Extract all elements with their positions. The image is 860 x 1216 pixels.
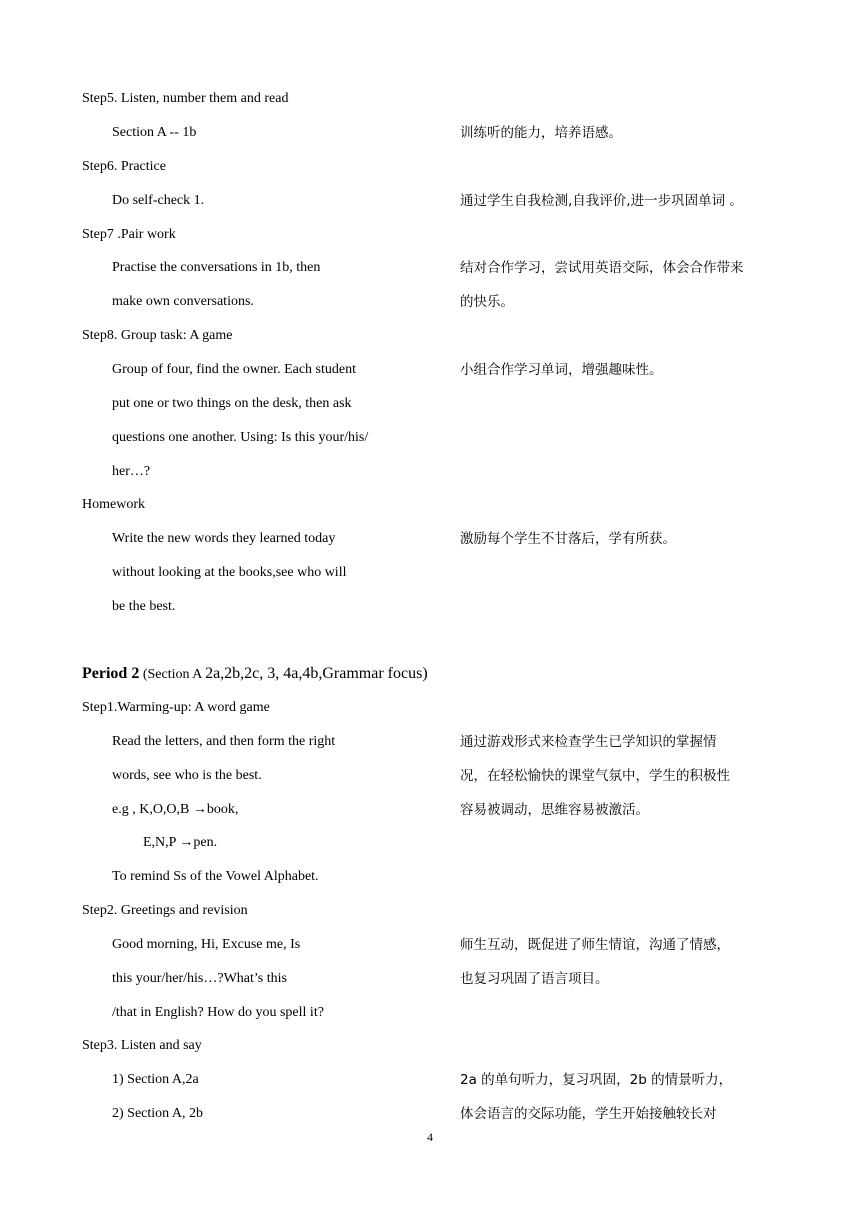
step-detail-line: her…? [112,464,151,479]
step-heading: Step8. Group task: A game [82,328,233,343]
period-section-prefix: (Section A [139,667,206,682]
design-intent-line: 师生互动，既促进了师生情谊，沟通了情感， [460,937,730,953]
step-heading: Step2. Greetings and revision [82,903,248,918]
step-detail-line: be the best. [112,599,176,614]
step-detail-line: this your/her/his…?What’s this [112,971,287,986]
step-detail-line: E,N,P →pen. [143,835,218,850]
step-detail-line: Write the new words they learned today [112,531,336,546]
step-detail-line: questions one another. Using: Is this your/his/ [112,430,369,445]
design-intent-line: 通过游戏形式来检查学生已学知识的掌握情 [460,734,717,750]
step-heading: Step7 .Pair work [82,227,176,242]
step-detail-line: 2) Section A, 2b [112,1106,203,1121]
period-heading [82,664,428,685]
step-detail-line: e.g , K,O,O,B →book, [112,802,239,817]
design-intent-line: 通过学生自我检测,自我评价,进一步巩固单词 。 [460,193,743,209]
design-intent-line: 的快乐。 [460,294,514,310]
design-intent-line: 小组合作学习单词，增强趣味性。 [460,362,663,378]
design-intent-line: 2a 的单句听力，复习巩固，2b 的情景听力， [460,1072,733,1088]
design-intent-line: 训练听的能力，培养语感。 [460,125,622,141]
design-intent-line: 激励每个学生不甘落后，学有所获。 [460,531,676,547]
step-heading: Step6. Practice [82,159,166,174]
step-detail-line: without looking at the books,see who will [112,565,347,580]
step-heading: Step3. Listen and say [82,1038,202,1053]
step-heading: Step5. Listen, number them and read [82,91,289,106]
step-detail-line: Group of four, find the owner. Each student [112,362,356,377]
step-heading: Homework [82,497,145,512]
step-detail-line: Read the letters, and then form the right [112,734,336,749]
design-intent-line: 况，在轻松愉快的课堂气氛中，学生的积极性 [460,768,730,784]
step-detail-line: words, see who is the best. [112,768,262,783]
step-detail-line: Section A -- 1b [112,125,197,140]
design-intent-line: 结对合作学习，尝试用英语交际，体会合作带来 [460,260,744,276]
step-detail-line: Good morning, Hi, Excuse me, Is [112,937,301,952]
step-detail-line: make own conversations. [112,294,254,309]
step-detail-line: To remind Ss of the Vowel Alphabet. [112,869,319,884]
step-detail-line: put one or two things on the desk, then ask [112,396,352,411]
design-intent-line: 容易被调动，思维容易被激活。 [460,802,649,818]
period-title: Period 2 [82,665,140,682]
step-heading: Step1.Warming-up: A word game [82,700,270,715]
design-intent-line: 体会语言的交际功能，学生开始接触较长对 [460,1106,717,1122]
step-detail-line: 1) Section A,2a [112,1072,199,1087]
step-detail-line: Do self-check 1. [112,193,205,208]
step-detail-line: /that in English? How do you spell it? [112,1005,324,1020]
step-detail-line: Practise the conversations in 1b, then [112,260,321,275]
period-section-list: 2a,2b,2c, 3, 4a,4b,Grammar focus) [205,665,428,682]
design-intent-line: 也复习巩固了语言项目。 [460,971,609,987]
page-number: 4 [427,1130,433,1144]
